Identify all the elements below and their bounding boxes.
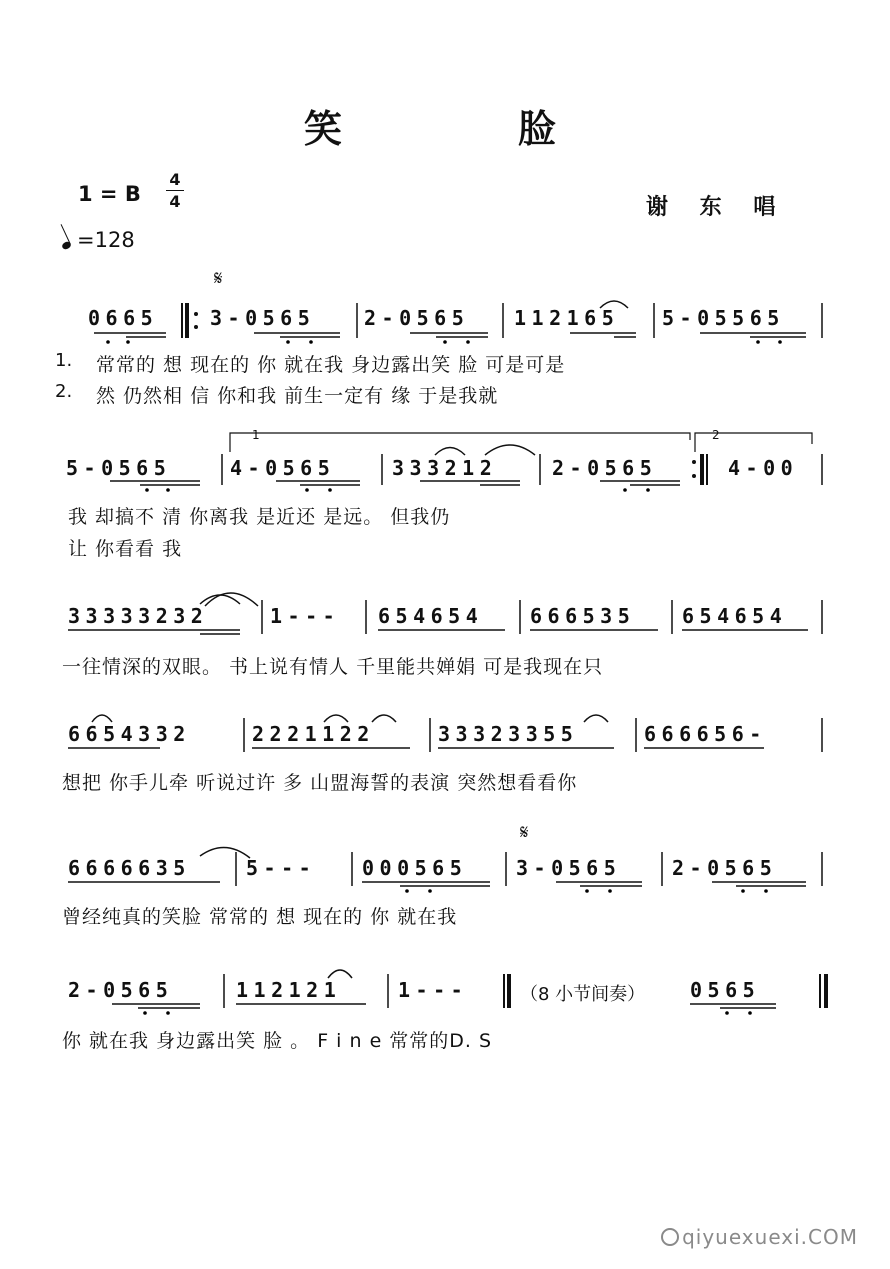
measure: 0565 bbox=[690, 978, 761, 1002]
tempo-value: =128 bbox=[77, 228, 135, 252]
lyric-line: 然 仍然相 信 你和我 前生一定有 缘 于是我就 bbox=[96, 385, 499, 407]
music-line-2 bbox=[0, 428, 890, 480]
measure: 2-0565 bbox=[672, 856, 778, 880]
watermark-text: qiyuexuexi.COM bbox=[682, 1225, 858, 1249]
measure: 112121 bbox=[236, 978, 342, 1002]
lyric-line: 一往情深的双眼。 书上说有情人 千里能共婵娟 可是我现在只 bbox=[62, 656, 604, 678]
measure: 654654 bbox=[378, 604, 484, 628]
music-line-3 bbox=[0, 600, 890, 640]
segno-icon-2: 𝄋 bbox=[520, 820, 529, 844]
lyric-line: 想把 你手儿牵 听说过许 多 山盟海誓的表演 突然想看看你 bbox=[62, 772, 578, 794]
measure: 33333232 bbox=[68, 604, 209, 628]
measure: 4-0565 bbox=[230, 456, 336, 480]
measure: 4-00 bbox=[728, 456, 799, 480]
measure: 1--- bbox=[270, 604, 341, 628]
time-sig-bottom: 4 bbox=[169, 192, 181, 211]
music-line-1 bbox=[0, 300, 890, 340]
interlude-note: （8 小节间奏） bbox=[520, 984, 646, 1005]
lyric-line: 我 却搞不 清 你离我 是近还 是远。 但我仍 bbox=[68, 506, 451, 528]
lyric-line: 曾经纯真的笑脸 常常的 想 现在的 你 就在我 bbox=[62, 906, 458, 928]
segno-icon: 𝄋 bbox=[214, 266, 223, 290]
measure: 2-0565 bbox=[552, 456, 658, 480]
key-signature: 1 = B bbox=[78, 182, 141, 206]
measure: 3-0565 bbox=[210, 306, 316, 330]
measure: 000565 bbox=[362, 856, 468, 880]
volta-1-label: 1 bbox=[252, 428, 260, 442]
measure: 5-0565 bbox=[66, 456, 172, 480]
measure: 2-0565 bbox=[68, 978, 174, 1002]
measure: 6666635 bbox=[68, 856, 191, 880]
time-sig-divider bbox=[166, 190, 184, 191]
watermark-logo-icon bbox=[661, 1228, 679, 1246]
measure: 3-0565 bbox=[516, 856, 622, 880]
lyric-line: 让 你看看 我 bbox=[68, 538, 183, 560]
tempo-marking bbox=[62, 228, 135, 252]
music-line-6 bbox=[0, 974, 890, 1014]
music-line-4 bbox=[0, 718, 890, 758]
lyric-line: 常常的 想 现在的 你 就在我 身边露出笑 脸 可是可是 bbox=[96, 354, 566, 376]
measure: 2-0565 bbox=[364, 306, 470, 330]
quarter-note-icon bbox=[61, 240, 72, 250]
measure: 33323355 bbox=[438, 722, 579, 746]
time-signature bbox=[164, 170, 186, 211]
measure: 1--- bbox=[398, 978, 469, 1002]
measure: 5--- bbox=[246, 856, 317, 880]
verse-number: 1. bbox=[55, 350, 73, 371]
measure: 6654332 bbox=[68, 722, 191, 746]
song-title-char-1: 笑 bbox=[304, 107, 345, 151]
measure: 2221122 bbox=[252, 722, 375, 746]
singer-credit: 谢 东 唱 bbox=[646, 195, 788, 220]
watermark bbox=[661, 1225, 858, 1249]
verse-number: 2. bbox=[55, 381, 73, 402]
lyric-line: 你 就在我 身边露出笑 脸 。 F i n e 常常的D. S bbox=[62, 1030, 493, 1052]
music-line-5 bbox=[0, 852, 890, 892]
measure: 654654 bbox=[682, 604, 788, 628]
measure: 666656- bbox=[644, 722, 767, 746]
measure: 5-05565 bbox=[662, 306, 785, 330]
measure: 112165 bbox=[514, 306, 620, 330]
volta-2-label: 2 bbox=[712, 428, 720, 442]
measure: 333212 bbox=[392, 456, 498, 480]
measure: 666535 bbox=[530, 604, 636, 628]
time-sig-top: 4 bbox=[169, 170, 181, 189]
song-title-char-2: 脸 bbox=[518, 107, 559, 151]
measure: 0665 bbox=[88, 306, 159, 330]
